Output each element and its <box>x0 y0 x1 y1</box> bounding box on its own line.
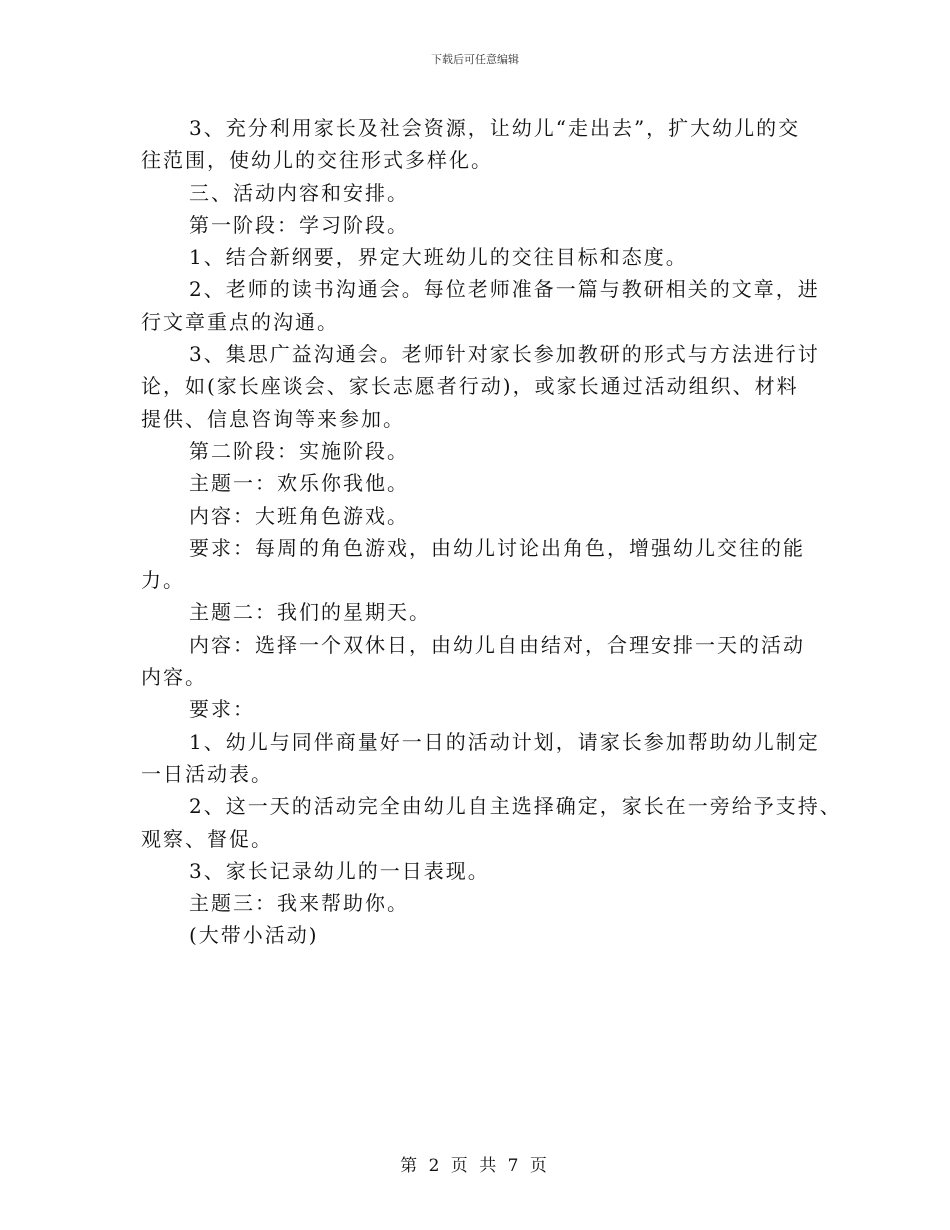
text-line: (大带小活动) <box>189 923 319 948</box>
text-line: 一日活动表。 <box>141 761 273 786</box>
text-line: 三、活动内容和安排。 <box>189 180 409 205</box>
text-line: 观察、督促。 <box>141 826 273 851</box>
text-line: 第二阶段：实施阶段。 <box>189 438 409 463</box>
text-line: 第一阶段：学习阶段。 <box>189 212 409 237</box>
text-line: 3、充分利用家长及社会资源，让幼儿“走出去”，扩大幼儿的交 <box>189 116 801 140</box>
text-line: 行文章重点的沟通。 <box>141 309 339 334</box>
text-line: 内容。 <box>141 665 207 690</box>
text-line: 主题二：我们的星期天。 <box>189 600 431 625</box>
text-line: 主题一：欢乐你我他。 <box>189 471 409 496</box>
text-line: 1、幼儿与同伴商量好一日的活动计划，请家长参加帮助幼儿制定 <box>189 729 820 754</box>
text-line: 要求： <box>189 697 255 722</box>
text-line: 3、家长记录幼儿的一日表现。 <box>189 858 490 883</box>
text-line: 内容：大班角色游戏。 <box>189 503 409 528</box>
text-line: 要求：每周的角色游戏，由幼儿讨论出角色，增强幼儿交往的能 <box>189 535 805 560</box>
text-line: 论，如(家长座谈会、家长志愿者行动)，或家长通过活动组织、材料 <box>141 374 799 399</box>
text-line: 内容：选择一个双休日，由幼儿自由结对，合理安排一天的活动 <box>189 632 805 657</box>
text-line: 提供、信息咨询等来参加。 <box>141 406 405 431</box>
text-line: 力。 <box>141 568 185 593</box>
document-body <box>141 112 842 952</box>
text-line: 2、老师的读书沟通会。每位老师准备一篇与教研相关的文章，进 <box>189 277 820 302</box>
text-line: 3、集思广益沟通会。老师针对家长参加教研的形式与方法进行讨 <box>189 342 820 367</box>
text-line: 2、这一天的活动完全由幼儿自主选择确定，家长在一旁给予支持、 <box>189 794 842 819</box>
text-line: 主题三：我来帮助你。 <box>189 891 409 916</box>
text-line: 1、结合新纲要，界定大班幼儿的交往目标和态度。 <box>189 245 688 270</box>
page-number-footer: 第 2 页 共 7 页 <box>400 1156 550 1176</box>
text-line: 往范围，使幼儿的交往形式多样化。 <box>141 148 493 173</box>
page-header-note: 下载后可任意编辑 <box>431 53 519 66</box>
